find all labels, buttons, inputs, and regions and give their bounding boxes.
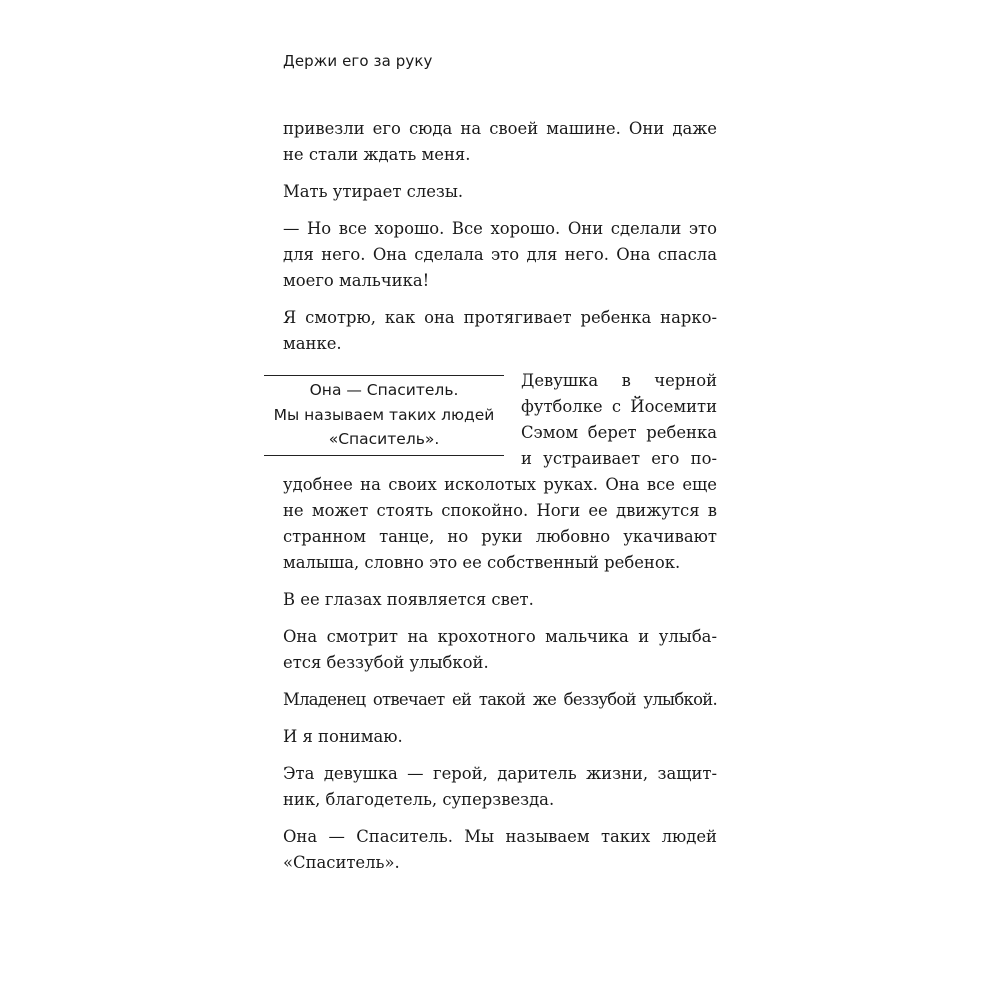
text-line: для него. Она сделала это для него. Она спасла [283,245,717,264]
text-line: Девушка в черной [521,371,717,390]
text-line: футболке с Йосемити [521,397,717,416]
text-line: — Но все хорошо. Все хорошо. Они сделали это [283,219,717,238]
text-line: моего мальчика! [283,271,430,290]
text-line: Младенец отвечает ей такой же беззубой улыбкой. [283,690,717,709]
running-head: Держи его за руку [283,52,433,70]
paragraph [283,687,717,713]
pull-quote-line: Она — Спаситель. [309,381,459,399]
text-line: И я понимаю. [283,727,403,746]
text-line: манке. [283,334,342,353]
body-text [283,116,717,887]
text-line: Она смотрит на крохотного мальчика и улыба- [283,627,717,646]
paragraph [283,624,717,676]
paragraph [283,216,717,294]
text-line: малыша, словно это ее собственный ребенок. [283,553,681,572]
text-line: ется беззубой улыбкой. [283,653,489,672]
text-line: Она — Спаситель. Мы называем таких людей [283,827,717,846]
paragraph [283,724,717,750]
text-line: В ее глазах появляется свет. [283,590,534,609]
text-line: «Спаситель». [283,853,400,872]
text-line: не может стоять спокойно. Ноги ее движутся в [283,501,717,520]
paragraph [283,305,717,357]
text-line: странном танце, но руки любовно укачивают [283,527,717,546]
text-line: не стали ждать меня. [283,145,471,164]
text-line: удобнее на своих исколотых руках. Она все еще [283,475,717,494]
text-line: Мать утирает слезы. [283,182,464,201]
text-line: ник, благодетель, суперзвезда. [283,790,555,809]
paragraph [283,824,717,876]
pull-quote-line: «Спаситель». [328,430,440,448]
text-line: Сэмом берет ребенка [521,423,717,442]
paragraph [283,587,717,613]
pull-quote [264,375,504,456]
paragraph [283,116,717,168]
paragraph [283,179,717,205]
text-line: привезли его сюда на своей машине. Они даже [283,119,717,138]
paragraph [283,761,717,813]
text-line: и устраивает его по- [521,449,717,468]
pull-quote-line: Мы называем таких людей [273,405,495,424]
text-line: Я смотрю, как она протягивает ребенка нарко- [283,308,717,327]
text-line: Эта девушка — герой, даритель жизни, защит- [283,764,717,783]
